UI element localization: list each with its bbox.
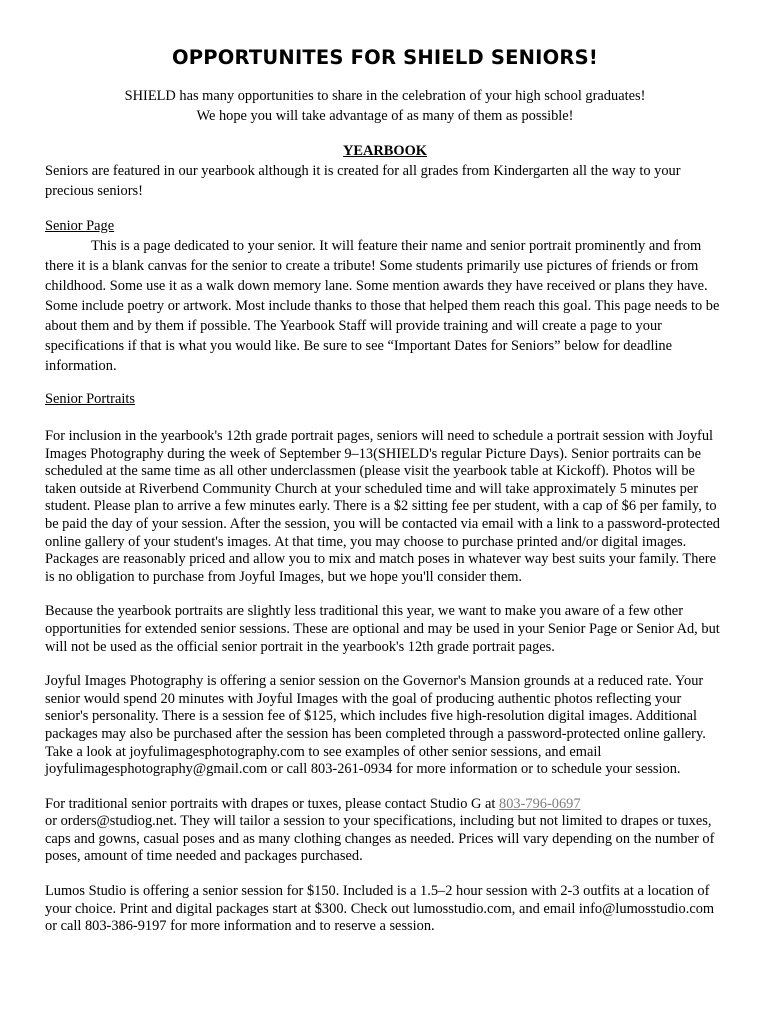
intro-line-1: SHIELD has many opportunities to share in the celebration of your high school graduates!	[124, 88, 646, 104]
page-title: OPPORTUNITES FOR SHIELD SENIORS!	[172, 46, 598, 69]
studio-g-text-continued: or orders@studiog.net. They will tailor a session to your specifications, including but not limited to drapes or tuxes, caps and gowns, casual poses and as many clothing changes as needed. Prices will vary depending on the number of poses, amount of time needed and packages purchased.	[45, 813, 715, 865]
senior-page-heading-text: Senior Page	[45, 218, 115, 234]
senior-portraits-heading-text: Senior Portraits	[45, 391, 135, 407]
yearbook-heading	[0, 141, 770, 161]
studio-g-text: For traditional senior portraits with drapes or tuxes, please contact Studio G at	[45, 795, 500, 812]
intro-line-2: We hope you will take advantage of as many of them as possible!	[196, 108, 574, 124]
yearbook-heading-text: YEARBOOK	[343, 143, 427, 159]
studio-g-phone-link[interactable]: 803-796-0697	[499, 795, 581, 812]
senior-portraits-heading	[45, 389, 725, 409]
portraits-paragraph-4	[45, 796, 725, 866]
senior-page-text: This is a page dedicated to your senior. It will feature their name and senior portrait prominently and from there it is a blank canvas for the senior to create a tribute! Some students primarily use pictures of friends or from childhood. Some use it as a walk down memory lane. Some mention awards they have received or plans they have. Some include poetry or artwork. Most include thanks to those that helped them reach this goal. This page needs to be about them and by them if possible. The Yearbook Staff will provide training and will create a page to your specifications if that is what you would like. Be sure to see “Important Dates for Seniors” below for deadline information.	[45, 238, 720, 374]
portraits-paragraph-2: Because the yearbook portraits are slightly less traditional this year, we want to make you aware of a few other opportunities for extended senior sessions. These are optional and may be used in your Senior Page or Senior Ad, but will not be used as the official senior portrait in the yearbook's 12th grade portrait pages.	[45, 603, 720, 655]
yearbook-text: Seniors are featured in our yearbook although it is created for all grades from Kindergarten all the way to your precious seniors!	[45, 163, 681, 199]
portraits-paragraph-5: Lumos Studio is offering a senior session for $150. Included is a 1.5–2 hour session with 2-3 outfits at a location of your choice. Print and digital packages start at $300. Check out lumosstudio.com, and email info@lumosstudio.com or call 803-386-9197 for more information and to reserve a session.	[45, 883, 715, 935]
senior-page-heading	[45, 216, 725, 236]
senior-portraits-body	[45, 428, 725, 953]
portraits-paragraph-3: Joyful Images Photography is offering a senior session on the Governor's Mansion grounds at a reduced rate. Your senior would spend 20 minutes with Joyful Images with the goal of producing authentic photos reflecting your senior's personality. There is a session fee of $125, which includes five high-resolution digital images. Additional packages may also be purchased after the session has been completed through a password-protected online gallery. Take a look at joyfulimagesphotography.com to see examples of other senior sessions, and email joyfulimagesphotography@gmail.com or call 803-261-0934 for more information or to schedule your session.	[45, 673, 706, 778]
portraits-paragraph-1: For inclusion in the yearbook's 12th grade portrait pages, seniors will need to schedule a portrait session with Joyful Images Photography during the week of September 9–13(SHIELD's regular Picture Days). Senior portraits can be scheduled at the same time as all other underclassmen (please visit the yearbook table at Kickoff). Photos will be taken outside at Riverbend Community Church at your scheduled time and will take approximately 5 minutes per student. Please plan to arrive a few minutes early. There is a $2 sitting fee per student, with a cap of $6 per family, to be paid the day of your session. After the session, you will be contacted via email with a link to a password-protected online gallery of your student's images. At that time, you may choose to purchase printed and/or digital images. Packages are reasonably priced and allow you to mix and match poses in whatever way best suits your family. There is no obligation to purchase from Joyful Images, but we hope you'll consider them.	[45, 428, 720, 585]
